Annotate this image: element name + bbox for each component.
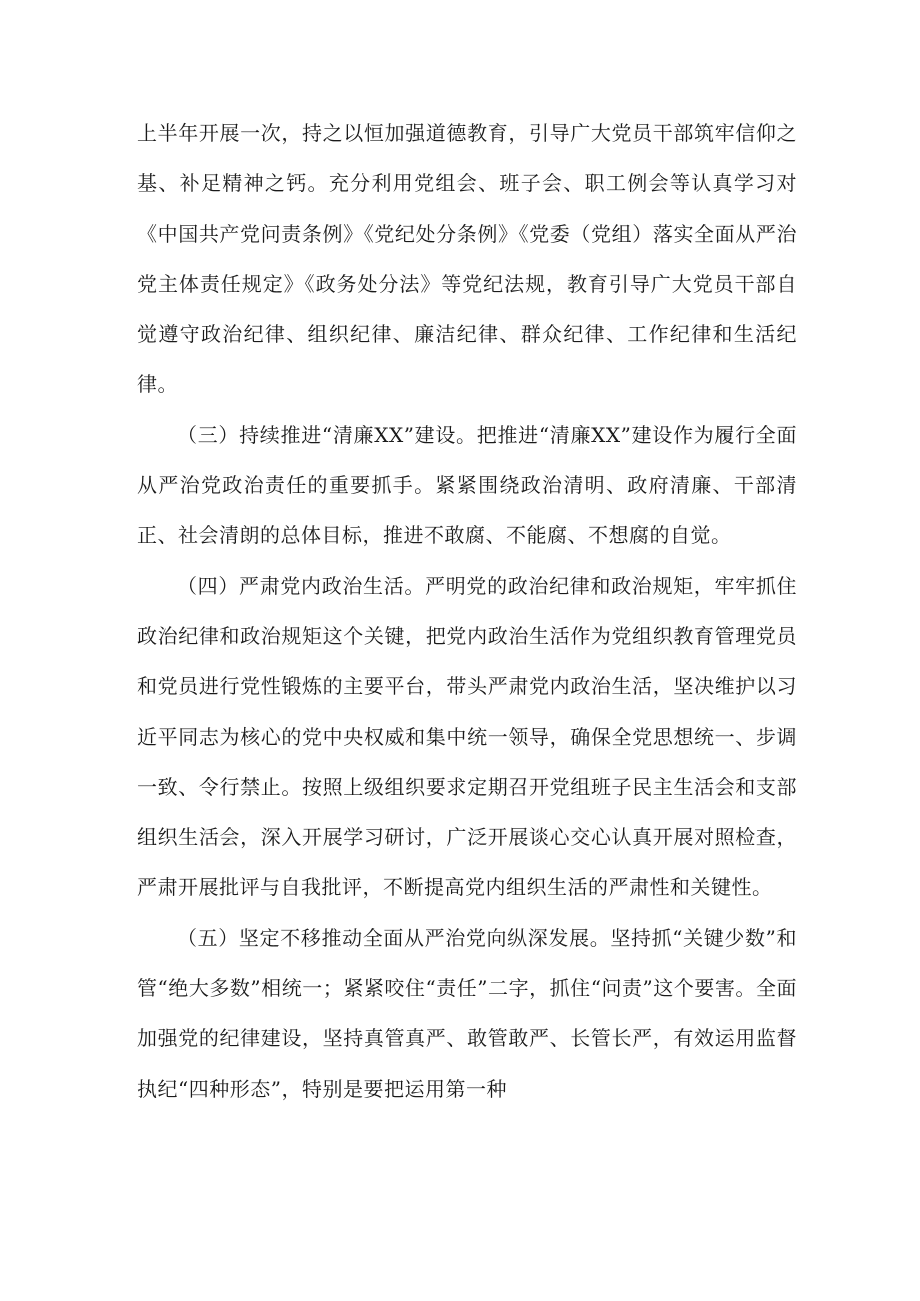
document-body [137,108,797,1114]
paragraph-section-five: （五）坚定不移推动全面从严治党向纵深发展。坚持抓“关键少数”和管“绝大多数”相统一；紧紧咬住“责任”二字，抓住“问责”这个要害。全面加强党的纪律建设，坚持真管真严、敢管敢严、长管长严，有效运用监督执纪“四种形态”，特别是要把运用第一种 [137,925,797,1101]
paragraph-section-three: （三）持续推进“清廉XX”建设。把推进“清廉XX”建设作为履行全面从严治党政治责任的重要抓手。紧紧围绕政治清明、政府清廉、干部清正、社会清朗的总体目标，推进不敢腐、不能腐、不想腐的自觉。 [137,422,797,548]
paragraph-section-four: （四）严肃党内政治生活。严明党的政治纪律和政治规矩，牢牢抓住政治纪律和政治规矩这个关键，把党内政治生活作为党组织教育管理党员和党员进行党性锻炼的主要平台，带头严肃党内政治生活，坚决维护以习近平同志为核心的党中央权威和集中统一领导，确保全党思想统一、步调一致、令行禁止。按照上级组织要求定期召开党组班子民主生活会和支部组织生活会，深入开展学习研讨，广泛开展谈心交心认真开展对照检查，严肃开展批评与自我批评，不断提高党内组织生活的严肃性和关键性。 [137,573,797,900]
paragraph-continued-education: 上半年开展一次，持之以恒加强道德教育，引导广大党员干部筑牢信仰之基、补足精神之钙。充分利用党组会、班子会、职工例会等认真学习对《中国共产党问责条例》《党纪处分条例》《党委（党组）落实全面从严治党主体责任规定》《政务处分法》等党纪法规，教育引导广大党员干部自觉遵守政治纪律、组织纪律、廉洁纪律、群众纪律、工作纪律和生活纪律。 [137,121,797,397]
